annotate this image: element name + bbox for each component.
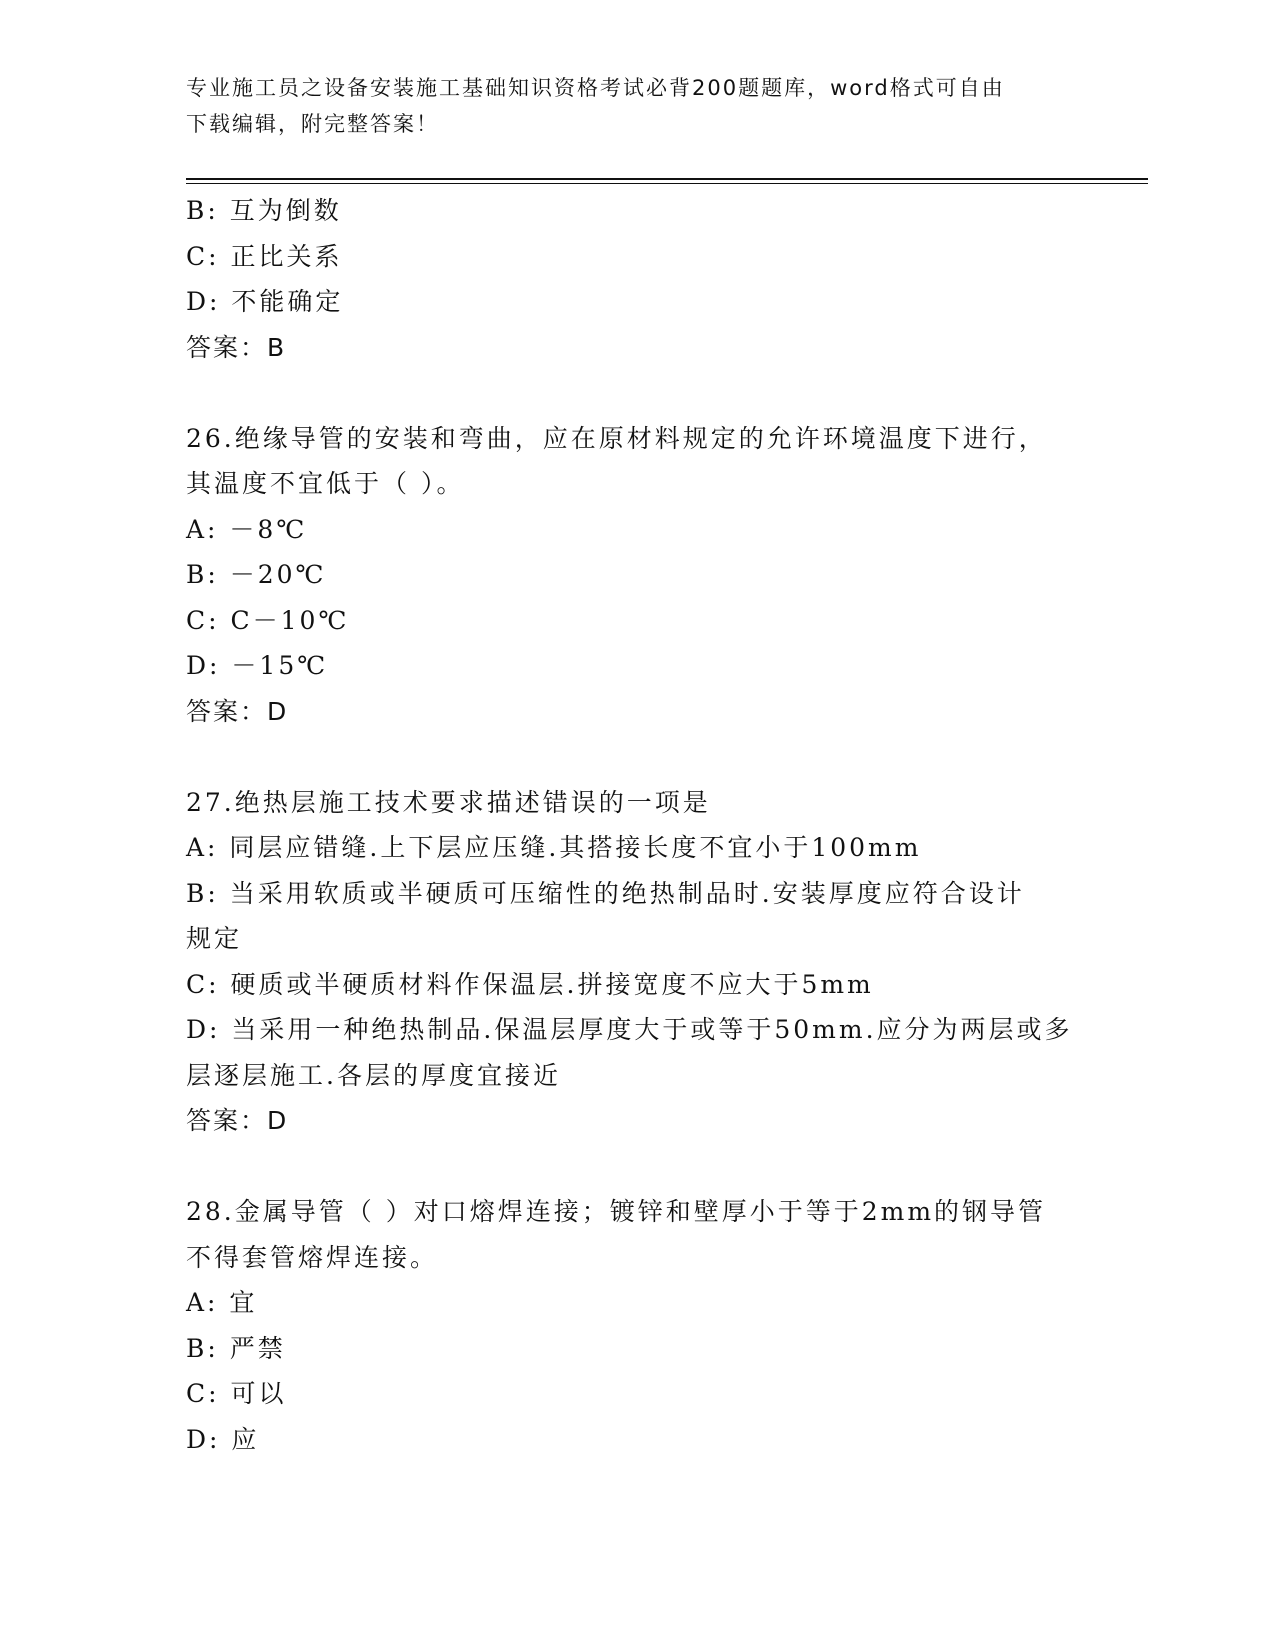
spacer [186,734,1086,780]
q28-option-a: A: 宜 [186,1288,258,1317]
q26-stem-line-1: 26.绝缘导管的安装和弯曲，应在原材料规定的允许环境温度下进行， [186,423,1047,453]
q27-option-c: C: 硬质或半硬质材料作保温层.拼接宽度不应大于5mm [186,969,874,999]
q25-answer: 答案：B [186,332,287,362]
q28-option-c: C: 可以 [186,1379,287,1408]
q27-option-d-line-2: 层逐层施工.各层的厚度宜接近 [186,1060,561,1090]
q27-option-d-line-1: D: 当采用一种绝热制品.保温层厚度大于或等于50mm.应分为两层或多 [186,1015,1073,1044]
spacer [186,370,1086,416]
question-25-tail [186,188,1086,370]
q25-option-b: B: 互为倒数 [186,196,342,225]
header-rule-thick [186,178,1148,180]
header-rule-thin [186,183,1148,184]
q26-option-a: A: －8℃ [186,514,308,544]
q28-stem-line-1: 28.金属导管（ ）对口熔焊连接；镀锌和壁厚小于等于2mm的钢导管 [186,1197,1047,1226]
header-line-1: 专业施工员之设备安装施工基础知识资格考试必背200题题库，word格式可自由 [186,76,1005,100]
q26-option-c: C: C－10℃ [186,605,350,635]
q28-stem-line-2: 不得套管熔焊连接。 [186,1242,439,1272]
spacer [186,1144,1086,1190]
question-27 [186,780,1086,1144]
q26-stem-line-2: 其温度不宜低于（ ）。 [186,469,465,498]
q27-option-a: A: 同层应错缝.上下层应压缝.其搭接长度不宜小于100mm [186,833,922,862]
q27-option-b-line-2: 规定 [186,924,243,953]
q27-option-b-line-1: B: 当采用软质或半硬质可压缩性的绝热制品时.安装厚度应符合设计 [186,878,1025,908]
q26-answer: 答案：D [186,696,289,726]
question-list [186,188,1086,1462]
question-28 [186,1189,1086,1462]
q26-option-d: D: －15℃ [186,651,329,680]
q25-option-c: C: 正比关系 [186,241,343,271]
q25-option-d: D: 不能确定 [186,287,344,316]
document-header [186,70,1086,142]
q28-option-b: B: 严禁 [186,1333,286,1363]
q26-option-b: B: －20℃ [186,560,327,589]
q27-answer: 答案：D [186,1106,289,1135]
question-26 [186,416,1086,735]
q28-option-d: D: 应 [186,1424,260,1454]
q27-stem: 27.绝热层施工技术要求描述错误的一项是 [186,787,711,817]
header-line-2: 下载编辑，附完整答案！ [186,112,439,136]
